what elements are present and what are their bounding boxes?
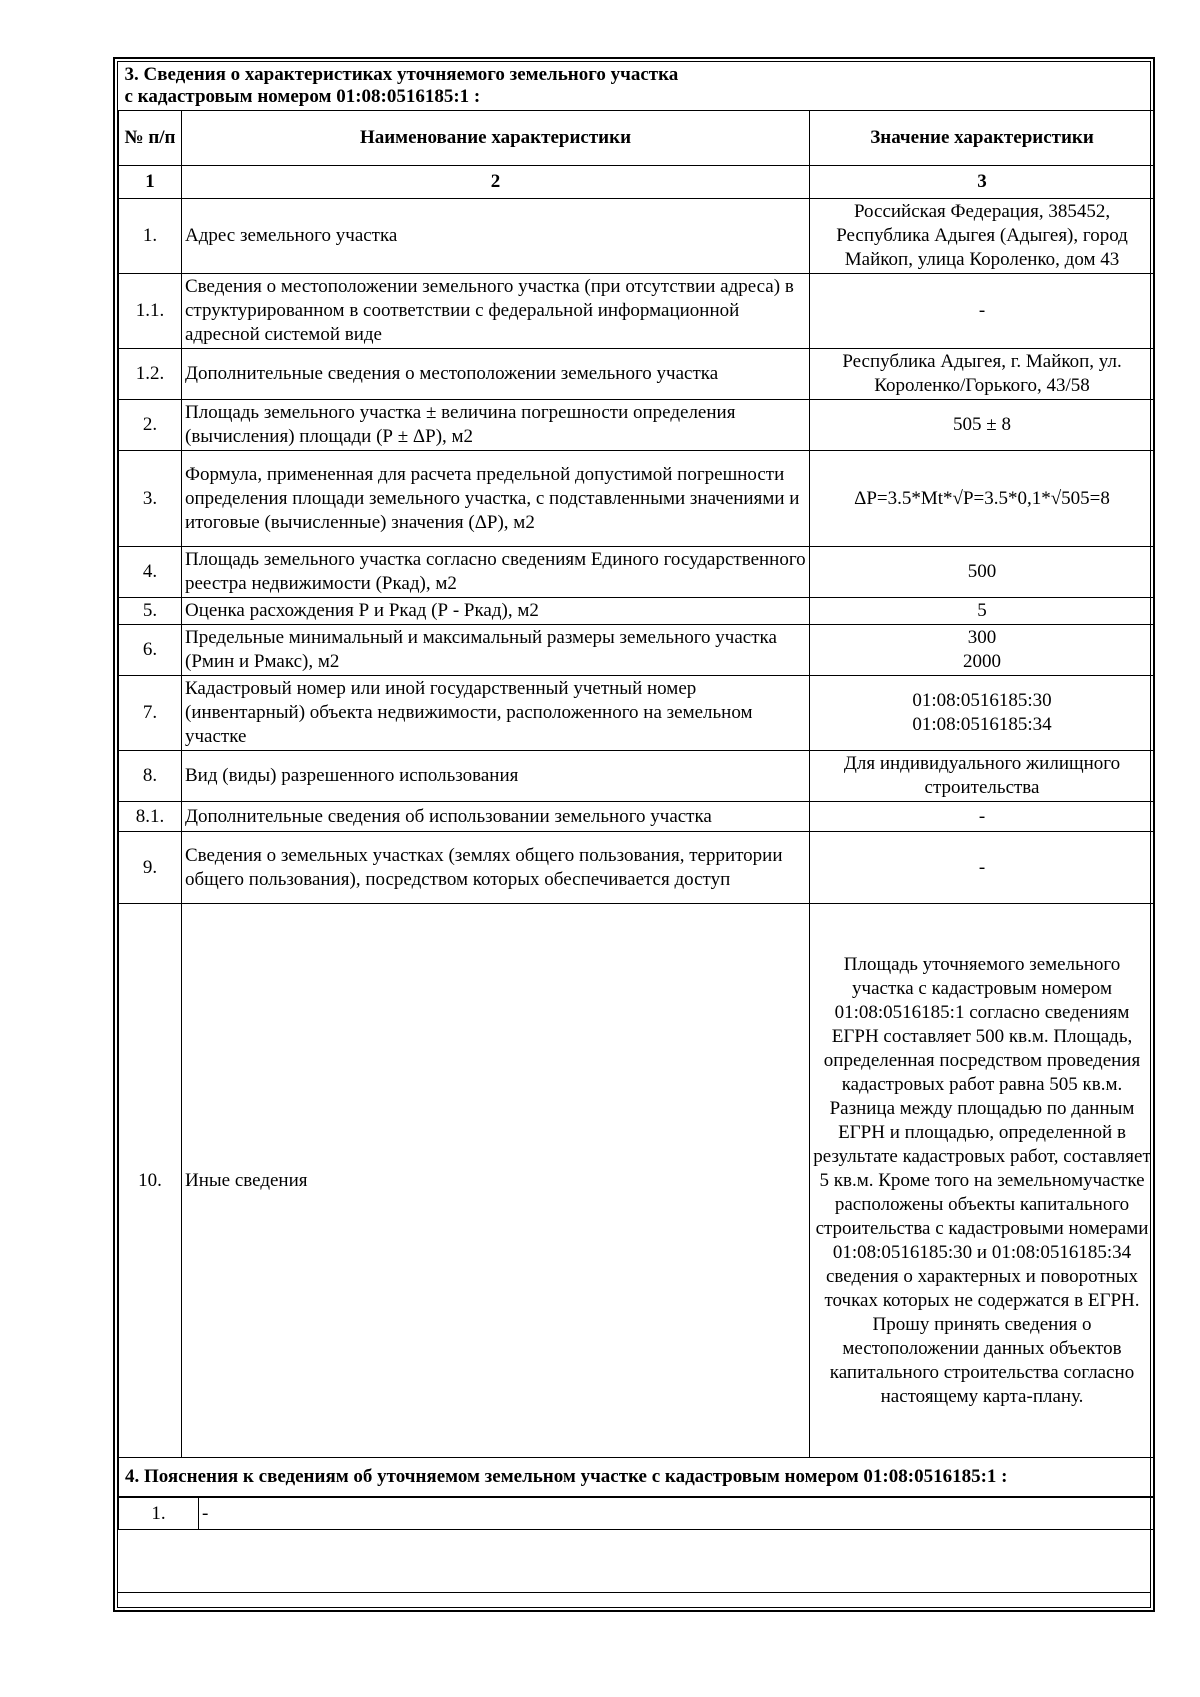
section3-title-line1: 3. Сведения о характеристиках уточняемого земельного участка — [124, 64, 679, 85]
table-row — [119, 400, 1155, 451]
row-name: Площадь земельного участка ± величина погрешности определения (вычисления) площади (Р ± ΔР), м2 — [182, 400, 810, 451]
row-value: Российская Федерация, 385452, Республика Адыгея (Адыгея), город Майкоп, улица Короленко, дом 43 — [810, 199, 1155, 274]
header-row — [119, 111, 1155, 166]
row-value: 500 — [810, 547, 1155, 598]
row-number: 1. — [119, 1498, 199, 1530]
document-frame — [113, 57, 1155, 1612]
column-number: 2 — [182, 166, 810, 199]
row-number: 1.2. — [119, 349, 182, 400]
row-value: 505 ± 8 — [810, 400, 1155, 451]
table-row — [119, 598, 1155, 625]
column-number: 3 — [810, 166, 1155, 199]
row-name: Кадастровый номер или иной государственный учетный номер (инвентарный) объекта недвижимости, расположенного на земельном участке — [182, 676, 810, 751]
section4-title: 4. Пояснения к сведениям об уточняемом земельном участке с кадастровым номером 01:08:0516185:1 : — [119, 1458, 1155, 1497]
section3-title — [119, 62, 1155, 111]
row-number: 8.1. — [119, 802, 182, 832]
row-name: Формула, примененная для расчета предельной допустимой погрешности определения площади земельного участка, с подставленными значениями и итоговые (вычисленные) значения (ΔР), м2 — [182, 451, 810, 547]
row-value: ΔР=3.5*Mt*√P=3.5*0,1*√505=8 — [810, 451, 1155, 547]
row-value-line: 01:08:0516185:34 — [912, 714, 1052, 735]
table-row — [119, 349, 1155, 400]
table-row — [119, 676, 1155, 751]
section3-table — [118, 62, 1155, 1497]
row-value — [810, 625, 1155, 676]
row-value: 5 — [810, 598, 1155, 625]
row-value — [810, 676, 1155, 751]
column-number: 1 — [119, 166, 182, 199]
section3-title-row — [119, 62, 1155, 111]
row-number: 1.1. — [119, 274, 182, 349]
document-inner-frame — [117, 61, 1151, 1608]
row-value-line: 01:08:0516185:30 — [912, 690, 1052, 711]
row-value: Площадь уточняемого земельного участка с кадастровым номером 01:08:0516185:1 согласно сведениям ЕГРН составляет 500 кв.м. Площадь, определенная посредством проведения кадастровых работ равна 505 кв.м. Разница между площадью по данным ЕГРН и площадью, определенной в результате кадастровых работ, составляет 5 кв.м. Кроме того на земельномучастке расположены объекты капитального строительства с кадастровыми номерами 01:08:0516185:30 и 01:08:0516185:34 сведения о характерных и поворотных точках которых не содержатся в ЕГРН. Прошу принять сведения о местоположении данных объектов капитального строительства согласно настоящему карта-плану. — [810, 904, 1155, 1458]
row-name: Дополнительные сведения об использовании земельного участка — [182, 802, 810, 832]
row-value: - — [810, 832, 1155, 904]
row-number: 3. — [119, 451, 182, 547]
bottom-empty-row — [118, 1592, 1150, 1607]
table-row — [119, 625, 1155, 676]
row-name: Предельные минимальный и максимальный размеры земельного участка (Рмин и Рмакс), м2 — [182, 625, 810, 676]
row-number: 1. — [119, 199, 182, 274]
row-number: 7. — [119, 676, 182, 751]
row-name: Оценка расхождения Р и Ркад (Р - Ркад), м2 — [182, 598, 810, 625]
row-number: 6. — [119, 625, 182, 676]
row-name: Сведения о местоположении земельного участка (при отсутствии адреса) в структурированном в соответствии с федеральной информационной адресной системой виде — [182, 274, 810, 349]
table-row — [119, 904, 1155, 1458]
row-name: Площадь земельного участка согласно сведениям Единого государственного реестра недвижимости (Ркад), м2 — [182, 547, 810, 598]
row-number: 9. — [119, 832, 182, 904]
header-col1: № п/п — [119, 111, 182, 166]
table-row — [119, 1498, 1155, 1530]
row-number: 5. — [119, 598, 182, 625]
row-number: 10. — [119, 904, 182, 1458]
row-number: 8. — [119, 751, 182, 802]
row-name: Иные сведения — [182, 904, 810, 1458]
section4-table — [118, 1497, 1155, 1530]
column-number-row — [119, 166, 1155, 199]
table-row — [119, 751, 1155, 802]
section4-title-row — [119, 1458, 1155, 1497]
table-row — [119, 547, 1155, 598]
row-value-line: 300 — [967, 627, 997, 648]
row-number: 2. — [119, 400, 182, 451]
row-value: - — [810, 802, 1155, 832]
section3-title-line2: с кадастровым номером 01:08:0516185:1 : — [124, 86, 481, 107]
header-col3: Значение характеристики — [810, 111, 1155, 166]
row-number: 4. — [119, 547, 182, 598]
row-value-line: 2000 — [963, 651, 1002, 672]
row-value: Республика Адыгея, г. Майкоп, ул. Короленко/Горького, 43/58 — [810, 349, 1155, 400]
table-row — [119, 199, 1155, 274]
header-col2: Наименование характеристики — [182, 111, 810, 166]
row-name: Сведения о земельных участках (землях общего пользования, территории общего пользования), посредством которых обеспечивается доступ — [182, 832, 810, 904]
table-row — [119, 274, 1155, 349]
table-row — [119, 802, 1155, 832]
row-text: - — [199, 1498, 1155, 1530]
row-name: Адрес земельного участка — [182, 199, 810, 274]
row-name: Вид (виды) разрешенного использования — [182, 751, 810, 802]
row-value: Для индивидуального жилищного строительства — [810, 751, 1155, 802]
table-row — [119, 451, 1155, 547]
row-name: Дополнительные сведения о местоположении земельного участка — [182, 349, 810, 400]
table-row — [119, 832, 1155, 904]
row-value: - — [810, 274, 1155, 349]
